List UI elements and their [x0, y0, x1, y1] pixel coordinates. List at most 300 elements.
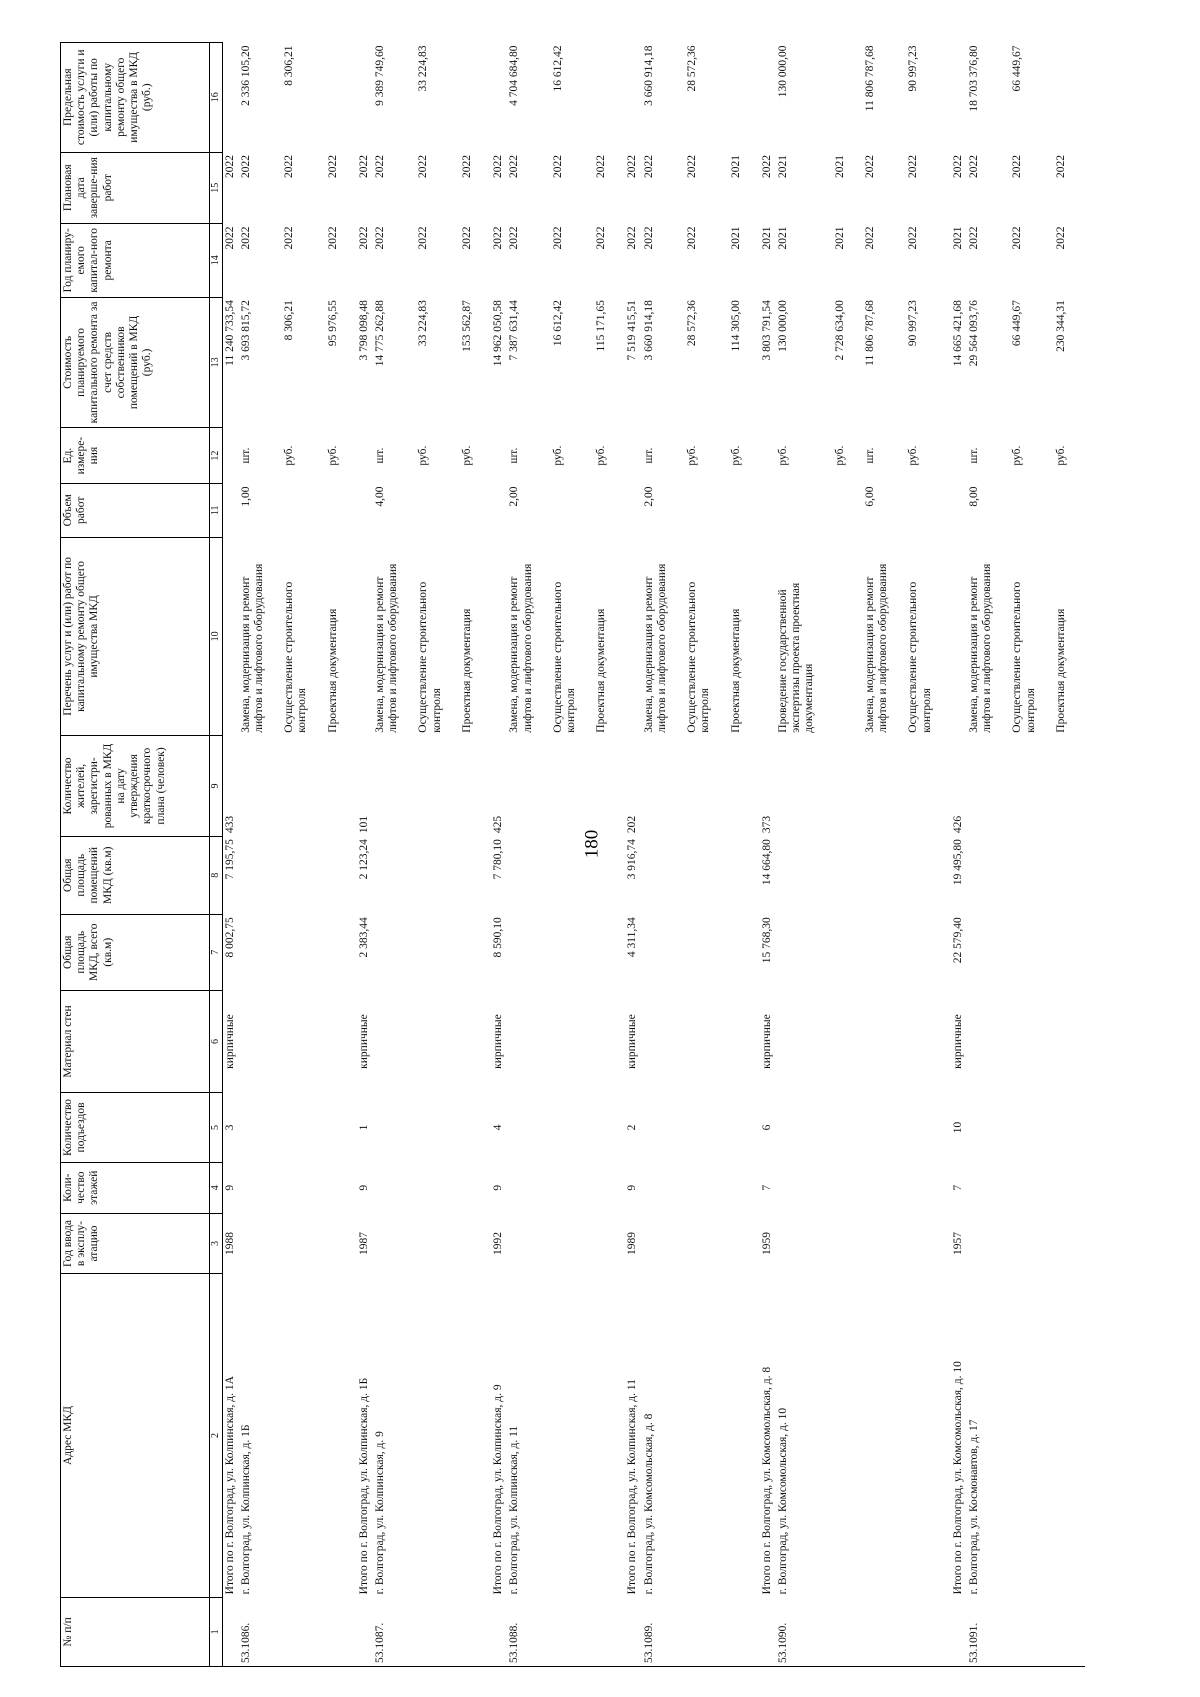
work-unit: [951, 428, 966, 484]
column-number: 6: [210, 990, 223, 1093]
empty-cell: [848, 836, 891, 914]
empty-cell: [536, 836, 579, 914]
work-volume: [670, 483, 713, 537]
spacer-cell: [744, 43, 760, 1667]
house-address: г. Волгоград, ул. Колпинская, д. 11: [508, 1425, 521, 1595]
work-volume: [311, 483, 341, 537]
work-volume: 8,00: [967, 486, 980, 507]
empty-cell: [445, 990, 475, 1093]
work-plan-year: 2021: [729, 226, 742, 250]
work-unit: шт.: [967, 447, 980, 464]
row-number-cell: [267, 1597, 310, 1666]
row-number-cell: [848, 1597, 891, 1666]
end-date: 2022: [223, 155, 236, 179]
wall-material: кирпичные: [760, 1014, 773, 1069]
work-end-date: 2022: [239, 155, 252, 179]
work-name: [760, 537, 775, 736]
address-cell: [995, 1274, 1038, 1598]
column-number: 12: [210, 428, 223, 484]
empty-cell: [238, 990, 267, 1093]
empty-cell: [401, 836, 444, 914]
empty-cell: [536, 1213, 579, 1273]
empty-cell: [891, 1162, 934, 1213]
work-row: [445, 43, 475, 1667]
work-plan-year: 2022: [460, 226, 473, 250]
empty-cell: [966, 836, 995, 914]
row-number: 53.1087.: [372, 1597, 401, 1666]
empty-cell: [506, 836, 535, 914]
work-name: [222, 537, 238, 736]
work-limit-cost: 4 704 684,80: [508, 45, 521, 106]
column-number: 16: [210, 43, 223, 153]
empty-cell: [1039, 914, 1069, 990]
total-cost: 11 240 733,54: [223, 300, 236, 366]
empty-cell: [714, 914, 744, 990]
work-name: Осуществление строительного контроля: [417, 581, 443, 733]
empty-cell: [1039, 1213, 1069, 1273]
empty-cell: [506, 914, 535, 990]
work-unit: руб.: [417, 445, 430, 466]
work-name: Проектная документация: [460, 608, 473, 733]
empty-cell: [966, 990, 995, 1093]
work-limit-cost: 28 572,36: [686, 45, 699, 92]
empty-cell: [848, 1162, 891, 1213]
empty-cell: [311, 1093, 341, 1162]
work-end-date: 2022: [508, 155, 521, 179]
table-body: [222, 43, 1085, 1667]
wall-material: кирпичные: [357, 1014, 370, 1069]
commission-year: 1992: [492, 1232, 505, 1256]
empty-cell: [372, 1093, 401, 1162]
rooms-area: 2 123,24: [357, 839, 370, 880]
total-address: Итого по г. Волгоград, ул. Колпинская, д. 11: [626, 1379, 639, 1595]
empty-cell: [267, 736, 310, 836]
empty-cell: [311, 836, 341, 914]
plan-year: 2022: [223, 226, 236, 250]
work-plan-year: 2022: [326, 226, 339, 250]
end-date: 2022: [357, 155, 370, 179]
resident-count: 101: [357, 815, 370, 834]
work-unit: шт.: [863, 447, 876, 464]
row-number-cell: [625, 1597, 640, 1666]
row-number-cell: [579, 1597, 609, 1666]
work-volume: [1039, 483, 1069, 537]
spacer-cell: [475, 43, 491, 1667]
column-number-row: [210, 43, 223, 1667]
empty-cell: [891, 914, 934, 990]
work-limit-cost: [311, 43, 341, 153]
work-volume: [357, 483, 372, 537]
work-name: Осуществление строительного контроля: [907, 581, 933, 733]
work-cost: 16 612,42: [551, 300, 564, 347]
work-volume: [714, 483, 744, 537]
empty-cell: [401, 1213, 444, 1273]
column-header: Предельная стоимость услуги и (или) работы по капитальному ремонту общего имущества в МКД (руб.): [61, 43, 210, 153]
work-end-date: 2022: [863, 155, 876, 179]
empty-cell: [995, 736, 1038, 836]
empty-cell: [891, 1093, 934, 1162]
end-date: 2022: [626, 155, 639, 179]
total-row: [760, 43, 775, 1667]
empty-cell: [995, 1093, 1038, 1162]
address-cell: [714, 1274, 744, 1598]
floor-count: 9: [492, 1184, 505, 1191]
work-volume: [401, 483, 444, 537]
work-name: [357, 537, 372, 736]
work-volume: [760, 483, 775, 537]
row-number-cell: [951, 1597, 966, 1666]
empty-cell: [401, 1093, 444, 1162]
work-limit-cost: 18 703 376,80: [967, 45, 980, 112]
limit-cost: [951, 43, 966, 153]
work-cost: 230 344,31: [1054, 300, 1067, 352]
work-unit: руб.: [326, 445, 339, 466]
work-name: Осуществление строительного контроля: [1011, 581, 1037, 733]
empty-cell: [641, 1162, 670, 1213]
work-limit-cost: [1039, 43, 1069, 153]
empty-cell: [579, 836, 609, 914]
empty-cell: [267, 914, 310, 990]
commission-year: 1987: [357, 1232, 370, 1256]
group-spacer: [341, 43, 357, 1667]
total-cost: 14 665 421,68: [951, 300, 964, 367]
work-name: Замена, модернизация и ремонт лифтов и лифтового оборудования: [374, 563, 400, 733]
limit-cost: [357, 43, 372, 153]
empty-cell: [641, 836, 670, 914]
row-number-cell: [401, 1597, 444, 1666]
empty-cell: [445, 836, 475, 914]
empty-cell: [311, 914, 341, 990]
empty-cell: [445, 1093, 475, 1162]
empty-cell: [670, 1093, 713, 1162]
empty-cell: [506, 736, 535, 836]
resident-count: 426: [951, 815, 964, 834]
work-unit: шт.: [374, 447, 387, 464]
limit-cost: [625, 43, 640, 153]
total-area: 8 002,75: [223, 917, 236, 958]
empty-cell: [641, 1093, 670, 1162]
work-row: [775, 43, 818, 1667]
row-number-cell: [222, 1597, 238, 1666]
limit-cost: [760, 43, 775, 153]
column-header: Год планиру-емого капитал-ного ремонта: [61, 223, 210, 297]
group-spacer: [475, 43, 491, 1667]
empty-cell: [966, 736, 995, 836]
entrance-count: 2: [626, 1124, 639, 1131]
work-plan-year: 2021: [833, 226, 846, 250]
work-limit-cost: [714, 43, 744, 153]
resident-count: 433: [223, 815, 236, 834]
column-number: 2: [210, 1274, 223, 1598]
work-unit: шт.: [642, 447, 655, 464]
work-cost: 130 000,00: [776, 300, 789, 352]
address-cell: [579, 1274, 609, 1598]
work-volume: 2,00: [508, 486, 521, 507]
empty-cell: [579, 990, 609, 1093]
work-end-date: 2022: [967, 155, 980, 179]
total-row: [625, 43, 640, 1667]
empty-cell: [267, 990, 310, 1093]
work-end-date: 2022: [1011, 155, 1024, 179]
empty-cell: [818, 1162, 848, 1213]
work-unit: [222, 428, 238, 484]
empty-cell: [995, 914, 1038, 990]
row-number-cell: [445, 1597, 475, 1666]
total-area: 15 768,30: [760, 917, 773, 964]
row-number-cell: [760, 1597, 775, 1666]
column-number: 14: [210, 223, 223, 297]
empty-cell: [995, 836, 1038, 914]
work-name: Проектная документация: [326, 608, 339, 733]
total-cost: 7 519 415,51: [626, 300, 639, 361]
empty-cell: [579, 1162, 609, 1213]
empty-cell: [891, 1213, 934, 1273]
work-row: [372, 43, 401, 1667]
work-end-date: 2022: [417, 155, 430, 179]
total-address: Итого по г. Волгоград, ул. Колпинская, д. 9: [492, 1384, 505, 1595]
empty-cell: [966, 1093, 995, 1162]
work-cost: 33 224,83: [417, 300, 430, 347]
work-unit: руб.: [907, 445, 920, 466]
empty-cell: [536, 914, 579, 990]
entrance-count: 3: [223, 1124, 236, 1131]
work-row: [818, 43, 848, 1667]
work-name: Проведение государственной экспертизы проекта проектная документация: [776, 582, 816, 733]
rooms-area: 7 195,75: [223, 839, 236, 880]
work-unit: шт.: [508, 447, 521, 464]
entrance-count: 6: [760, 1124, 773, 1131]
address-cell: [401, 1274, 444, 1598]
work-end-date: 2022: [283, 155, 296, 179]
work-end-date: 2022: [907, 155, 920, 179]
column-header: Общая площадь МКД, всего (кв.м): [61, 914, 210, 990]
work-unit: руб.: [729, 445, 742, 466]
empty-cell: [714, 1213, 744, 1273]
total-area: 2 383,44: [357, 917, 370, 958]
empty-cell: [372, 1213, 401, 1273]
column-number: 11: [210, 483, 223, 537]
empty-cell: [1039, 836, 1069, 914]
empty-cell: [818, 990, 848, 1093]
work-row: [267, 43, 310, 1667]
floor-count: 7: [951, 1184, 964, 1191]
work-cost: 14 775 262,88: [374, 300, 387, 367]
work-unit: руб.: [1011, 445, 1024, 466]
column-number: 1: [210, 1597, 223, 1666]
house-address: г. Волгоград, ул. Комсомольская, д. 10: [776, 1407, 789, 1595]
work-row: [966, 43, 995, 1667]
empty-cell: [579, 914, 609, 990]
work-limit-cost: 2 336 105,20: [239, 45, 252, 106]
empty-cell: [536, 1162, 579, 1213]
group-spacer: [744, 43, 760, 1667]
work-row: [401, 43, 444, 1667]
work-name: [951, 537, 966, 736]
entrance-count: 1: [357, 1124, 370, 1131]
work-volume: [891, 483, 934, 537]
work-volume: [951, 483, 966, 537]
work-cost: 8 306,21: [283, 300, 296, 341]
total-cost: 14 962 050,58: [492, 300, 505, 367]
row-number: 53.1088.: [506, 1597, 535, 1666]
empty-cell: [848, 736, 891, 836]
work-volume: [267, 483, 310, 537]
empty-cell: [372, 990, 401, 1093]
work-row: [1039, 43, 1069, 1667]
work-plan-year: 2022: [967, 226, 980, 250]
work-name: [491, 537, 506, 736]
column-header: Год ввода в эксплу-атацию: [61, 1213, 210, 1273]
empty-cell: [848, 1093, 891, 1162]
total-row: [357, 43, 372, 1667]
work-plan-year: 2022: [239, 226, 252, 250]
empty-cell: [670, 736, 713, 836]
total-area: 4 311,34: [626, 917, 639, 958]
empty-cell: [714, 1093, 744, 1162]
wall-material: кирпичные: [223, 1014, 236, 1069]
plan-year: 2021: [951, 226, 964, 250]
floor-count: 9: [357, 1184, 370, 1191]
empty-cell: [714, 990, 744, 1093]
rooms-area: 19 495,80: [951, 839, 964, 886]
end-date: 2022: [492, 155, 505, 179]
address-cell: [848, 1274, 891, 1598]
empty-cell: [818, 1093, 848, 1162]
address-cell: [1039, 1274, 1069, 1598]
work-cost: 7 387 631,44: [508, 300, 521, 361]
work-unit: руб.: [551, 445, 564, 466]
work-cost: 95 976,55: [326, 300, 339, 347]
empty-cell: [238, 1162, 267, 1213]
spacer-cell: [1069, 43, 1085, 1667]
floor-count: 7: [760, 1184, 773, 1191]
empty-cell: [506, 990, 535, 1093]
empty-cell: [641, 914, 670, 990]
work-unit: [357, 428, 372, 484]
empty-cell: [372, 836, 401, 914]
empty-cell: [966, 1213, 995, 1273]
empty-cell: [267, 836, 310, 914]
empty-cell: [311, 1162, 341, 1213]
work-volume: [775, 483, 818, 537]
capital-repair-table-sheet: [60, 42, 1165, 1667]
plan-year: 2022: [492, 226, 505, 250]
work-name: Замена, модернизация и ремонт лифтов и лифтового оборудования: [863, 563, 890, 733]
empty-cell: [267, 1213, 310, 1273]
total-cost: 3 803 791,54: [760, 300, 773, 361]
work-row: [238, 43, 267, 1667]
work-name: [818, 537, 848, 736]
address-cell: [670, 1274, 713, 1598]
empty-cell: [995, 990, 1038, 1093]
rooms-area: 3 916,74: [626, 839, 639, 880]
column-header: Адрес МКД: [61, 1274, 210, 1598]
empty-cell: [401, 1162, 444, 1213]
work-name: Проектная документация: [729, 608, 742, 733]
work-volume: 6,00: [863, 486, 876, 507]
empty-cell: [775, 990, 818, 1093]
work-cost: 114 305,00: [729, 300, 742, 352]
total-row: [222, 43, 238, 1667]
wall-material: кирпичные: [951, 1014, 964, 1069]
empty-cell: [775, 736, 818, 836]
house-address: г. Волгоград, ул. Колпинская, д. 9: [374, 1431, 387, 1595]
plan-year: 2022: [357, 226, 370, 250]
empty-cell: [445, 1162, 475, 1213]
work-limit-cost: 130 000,00: [776, 45, 789, 98]
floor-count: 9: [626, 1184, 639, 1191]
column-number: 10: [210, 537, 223, 736]
work-cost: 2 728 634,00: [833, 300, 846, 361]
work-end-date: 2022: [551, 155, 564, 179]
floor-count: 9: [223, 1184, 236, 1191]
resident-count: 373: [760, 815, 773, 834]
work-cost: 115 171,65: [595, 300, 608, 352]
plan-year: 2022: [626, 226, 639, 250]
work-volume: [579, 483, 609, 537]
work-name: Осуществление строительного контроля: [551, 581, 577, 733]
work-volume: [222, 483, 238, 537]
resident-count: 425: [492, 815, 505, 834]
work-unit: руб.: [595, 445, 608, 466]
row-number-cell: [491, 1597, 506, 1666]
empty-cell: [848, 1213, 891, 1273]
empty-cell: [775, 836, 818, 914]
column-header: Количество подъездов: [61, 1093, 210, 1162]
work-plan-year: 2021: [776, 226, 789, 250]
column-header: Материал стен: [61, 990, 210, 1093]
row-number: 53.1086.: [238, 1597, 267, 1666]
column-header: Общая площадь помещений МКД (кв.м): [61, 836, 210, 914]
work-limit-cost: [445, 43, 475, 153]
empty-cell: [641, 990, 670, 1093]
total-row: [491, 43, 506, 1667]
work-name: Осуществление строительного контроля: [686, 581, 712, 733]
empty-cell: [238, 836, 267, 914]
work-unit: [625, 428, 640, 484]
work-limit-cost: 33 224,83: [417, 45, 430, 92]
empty-cell: [238, 1213, 267, 1273]
column-header: Объем работ: [61, 483, 210, 537]
work-plan-year: 2022: [374, 226, 387, 250]
work-limit-cost: 11 806 787,68: [863, 45, 876, 112]
group-spacer: [609, 43, 625, 1667]
empty-cell: [536, 736, 579, 836]
empty-cell: [445, 914, 475, 990]
empty-cell: [966, 914, 995, 990]
empty-cell: [848, 990, 891, 1093]
empty-cell: [579, 736, 609, 836]
empty-cell: [670, 990, 713, 1093]
work-name: Замена, модернизация и ремонт лифтов и лифтового оборудования: [508, 563, 534, 733]
empty-cell: [891, 736, 934, 836]
row-number-cell: [714, 1597, 744, 1666]
row-number-cell: [995, 1597, 1038, 1666]
empty-cell: [891, 836, 934, 914]
work-row: [311, 43, 341, 1667]
group-spacer: [1069, 43, 1085, 1667]
empty-cell: [372, 1162, 401, 1213]
address-cell: [818, 1274, 848, 1598]
empty-cell: [670, 1162, 713, 1213]
work-plan-year: 2022: [863, 226, 876, 250]
empty-cell: [1039, 990, 1069, 1093]
work-unit: шт.: [239, 447, 252, 464]
resident-count: 202: [626, 815, 639, 834]
empty-cell: [1039, 736, 1069, 836]
empty-cell: [775, 914, 818, 990]
work-volume: [995, 483, 1038, 537]
